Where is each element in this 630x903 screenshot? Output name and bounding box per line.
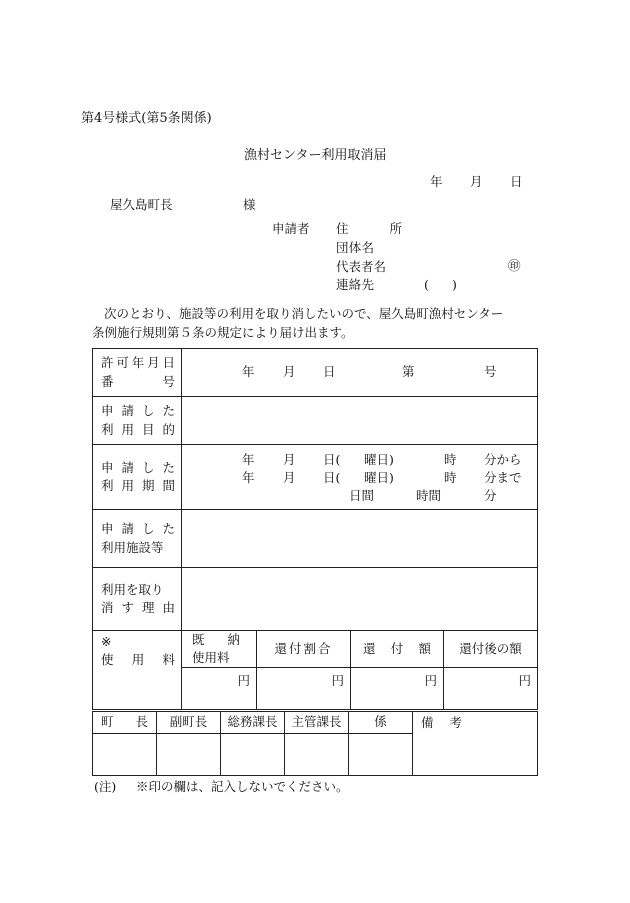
label-char: 還 bbox=[363, 641, 376, 657]
label-char: 使 bbox=[101, 652, 114, 668]
date-day-label: 日 bbox=[510, 174, 523, 189]
mayor-stamp[interactable] bbox=[93, 734, 157, 776]
section-chief-header: 主管課長 bbox=[285, 712, 349, 734]
label-line: 利用を取り bbox=[101, 581, 164, 597]
period-from-year: 年 bbox=[242, 452, 255, 467]
organization-label-char: 体 bbox=[348, 240, 362, 255]
refund-amount-header bbox=[351, 631, 444, 668]
contact-label-char: 先 bbox=[361, 277, 374, 292]
period-row bbox=[93, 445, 538, 510]
period-minutes: 分 bbox=[484, 488, 497, 503]
facility-row bbox=[93, 510, 538, 568]
label-char: 額 bbox=[418, 641, 431, 657]
label-char: し bbox=[141, 403, 155, 419]
representative-label: 代表者名 bbox=[336, 259, 387, 274]
period-days: 日間 bbox=[349, 488, 375, 503]
label-line: 利用施設等 bbox=[101, 539, 164, 555]
general-affairs-stamp[interactable] bbox=[221, 734, 285, 776]
label-char: 請 bbox=[121, 403, 134, 419]
deputy-mayor-stamp[interactable] bbox=[157, 734, 221, 776]
permit-no-suffix: 号 bbox=[484, 364, 497, 379]
label-char: 理 bbox=[141, 600, 155, 615]
period-to-hour: 時 bbox=[444, 470, 457, 485]
address-label-char: 所 bbox=[389, 221, 402, 236]
period-to-month: 月 bbox=[283, 470, 296, 485]
addressee: 屋久島町長 bbox=[110, 197, 173, 212]
remarks-label: 備 bbox=[421, 715, 434, 730]
note-label: (注) bbox=[94, 779, 117, 794]
date-month-label: 月 bbox=[470, 174, 483, 189]
yen-unit: 円 bbox=[424, 673, 437, 689]
label-char: 利 bbox=[101, 478, 114, 493]
approval-table bbox=[92, 711, 538, 776]
yen-unit: 円 bbox=[331, 673, 344, 689]
permit-no-prefix: 第 bbox=[402, 364, 415, 379]
facility-value[interactable] bbox=[182, 510, 538, 568]
deputy-mayor-header: 副町長 bbox=[157, 712, 221, 734]
date-year-label: 年 bbox=[430, 174, 443, 189]
fee-label bbox=[93, 631, 182, 710]
period-from-day: 日( bbox=[323, 452, 341, 467]
period-value[interactable] bbox=[182, 445, 538, 510]
label-char: 間 bbox=[162, 478, 175, 493]
label-char: 長 bbox=[135, 714, 148, 730]
permit-year: 年 bbox=[242, 364, 255, 379]
address-label-char: 住 bbox=[336, 221, 349, 236]
mayor-header bbox=[93, 712, 157, 734]
label-char: 可 bbox=[116, 355, 129, 371]
label-char: す bbox=[121, 600, 134, 615]
label-line: 使用料 bbox=[192, 650, 230, 666]
purpose-row bbox=[93, 397, 538, 445]
address-label bbox=[336, 223, 402, 236]
period-to-year: 年 bbox=[242, 470, 255, 485]
after-refund-value[interactable] bbox=[444, 668, 538, 710]
label-char: 申 bbox=[101, 459, 114, 475]
label-char: し bbox=[141, 521, 155, 537]
permit-row bbox=[93, 349, 538, 397]
reason-label bbox=[93, 568, 182, 631]
form-table bbox=[92, 348, 538, 710]
organization-label-char: 名 bbox=[361, 240, 374, 255]
staff-header: 係 bbox=[349, 712, 413, 734]
period-to-weekday: 曜日) bbox=[364, 470, 394, 485]
label-char: 申 bbox=[101, 521, 114, 537]
period-from-hour: 時 bbox=[444, 452, 457, 467]
contact-label bbox=[336, 279, 374, 292]
label-char: 付 bbox=[390, 641, 404, 657]
label-char: 月 bbox=[147, 355, 160, 371]
label-char: 用 bbox=[121, 478, 134, 493]
label-char: 既 bbox=[192, 632, 205, 647]
staff-stamp[interactable] bbox=[349, 734, 413, 776]
refund-amount-value[interactable] bbox=[351, 668, 444, 710]
period-to-minute: 分まで bbox=[484, 470, 522, 485]
permit-label bbox=[93, 349, 182, 397]
after-refund-header: 還付後の額 bbox=[444, 631, 538, 668]
permit-month: 月 bbox=[283, 364, 296, 379]
period-label bbox=[93, 445, 182, 510]
purpose-label bbox=[93, 397, 182, 445]
label-char: 許 bbox=[101, 355, 114, 371]
fee-header-row bbox=[93, 631, 538, 668]
remarks-cell[interactable] bbox=[413, 712, 538, 776]
paid-fee-header bbox=[182, 631, 257, 668]
body-text-line-2: 条例施行規則第５条の規定により届け出ます。 bbox=[92, 325, 354, 340]
yen-unit: 円 bbox=[237, 673, 250, 689]
label-char: 用 bbox=[121, 421, 134, 437]
label-char: 年 bbox=[131, 355, 145, 371]
label-char: 町 bbox=[101, 714, 114, 730]
label-char: 番 bbox=[101, 373, 114, 389]
period-from-minute: 分から bbox=[484, 452, 522, 467]
note-text: ※印の欄は、記入しないでください。 bbox=[136, 779, 349, 794]
label-char: 由 bbox=[162, 600, 175, 615]
label-char: た bbox=[162, 459, 175, 475]
label-char: し bbox=[141, 459, 155, 475]
general-affairs-header: 総務課長 bbox=[221, 712, 285, 734]
period-to-day: 日( bbox=[323, 470, 341, 485]
label-char: 請 bbox=[121, 459, 134, 475]
seal-mark: ㊞ bbox=[508, 258, 521, 273]
form-title: 漁村センター利用取消届 bbox=[244, 148, 387, 163]
label-char: 納 bbox=[227, 632, 240, 647]
contact-paren-open: ( bbox=[424, 277, 429, 292]
period-from-weekday: 曜日) bbox=[364, 452, 394, 467]
section-chief-stamp[interactable] bbox=[285, 734, 349, 776]
label-char: た bbox=[162, 403, 175, 419]
applicant-label: 申請者 bbox=[272, 221, 310, 236]
label-char: 請 bbox=[121, 521, 134, 537]
organization-label bbox=[336, 242, 374, 255]
label-char: 日 bbox=[162, 355, 175, 371]
label-char: 号 bbox=[162, 373, 175, 389]
refund-rate-header: 還付割合 bbox=[257, 631, 351, 668]
purpose-value[interactable] bbox=[182, 397, 538, 445]
reason-value[interactable] bbox=[182, 568, 538, 631]
label-char: 期 bbox=[141, 478, 155, 493]
label-char: 的 bbox=[162, 421, 175, 437]
reason-row bbox=[93, 568, 538, 631]
fee-mark: ※ bbox=[101, 634, 112, 649]
permit-value[interactable] bbox=[182, 349, 538, 397]
body-text-line-1: 次のとおり、施設等の利用を取り消したいので、屋久島町漁村センター bbox=[104, 306, 504, 321]
label-char: た bbox=[162, 521, 175, 537]
form-number: 第4号様式(第5条関係) bbox=[81, 111, 212, 126]
paid-fee-value[interactable] bbox=[182, 668, 257, 710]
addressee-suffix: 様 bbox=[243, 197, 256, 212]
refund-rate-value[interactable] bbox=[257, 668, 351, 710]
label-char: 用 bbox=[131, 652, 145, 668]
yen-unit: 円 bbox=[518, 673, 531, 689]
contact-paren-close: ) bbox=[452, 277, 457, 292]
label-char: 申 bbox=[101, 403, 114, 419]
facility-label bbox=[93, 510, 182, 568]
organization-label-char: 団 bbox=[336, 240, 349, 255]
label-char: 料 bbox=[162, 652, 175, 668]
label-char: 消 bbox=[101, 600, 114, 615]
approval-header-row bbox=[93, 712, 538, 734]
contact-label-char: 連 bbox=[336, 277, 349, 292]
contact-label-char: 絡 bbox=[348, 277, 362, 292]
permit-day: 日 bbox=[323, 364, 336, 379]
period-hours: 時間 bbox=[416, 488, 442, 503]
period-from-month: 月 bbox=[283, 452, 296, 467]
remarks-label: 考 bbox=[449, 715, 463, 730]
label-char: 目 bbox=[141, 421, 155, 437]
label-char: 利 bbox=[101, 421, 114, 437]
